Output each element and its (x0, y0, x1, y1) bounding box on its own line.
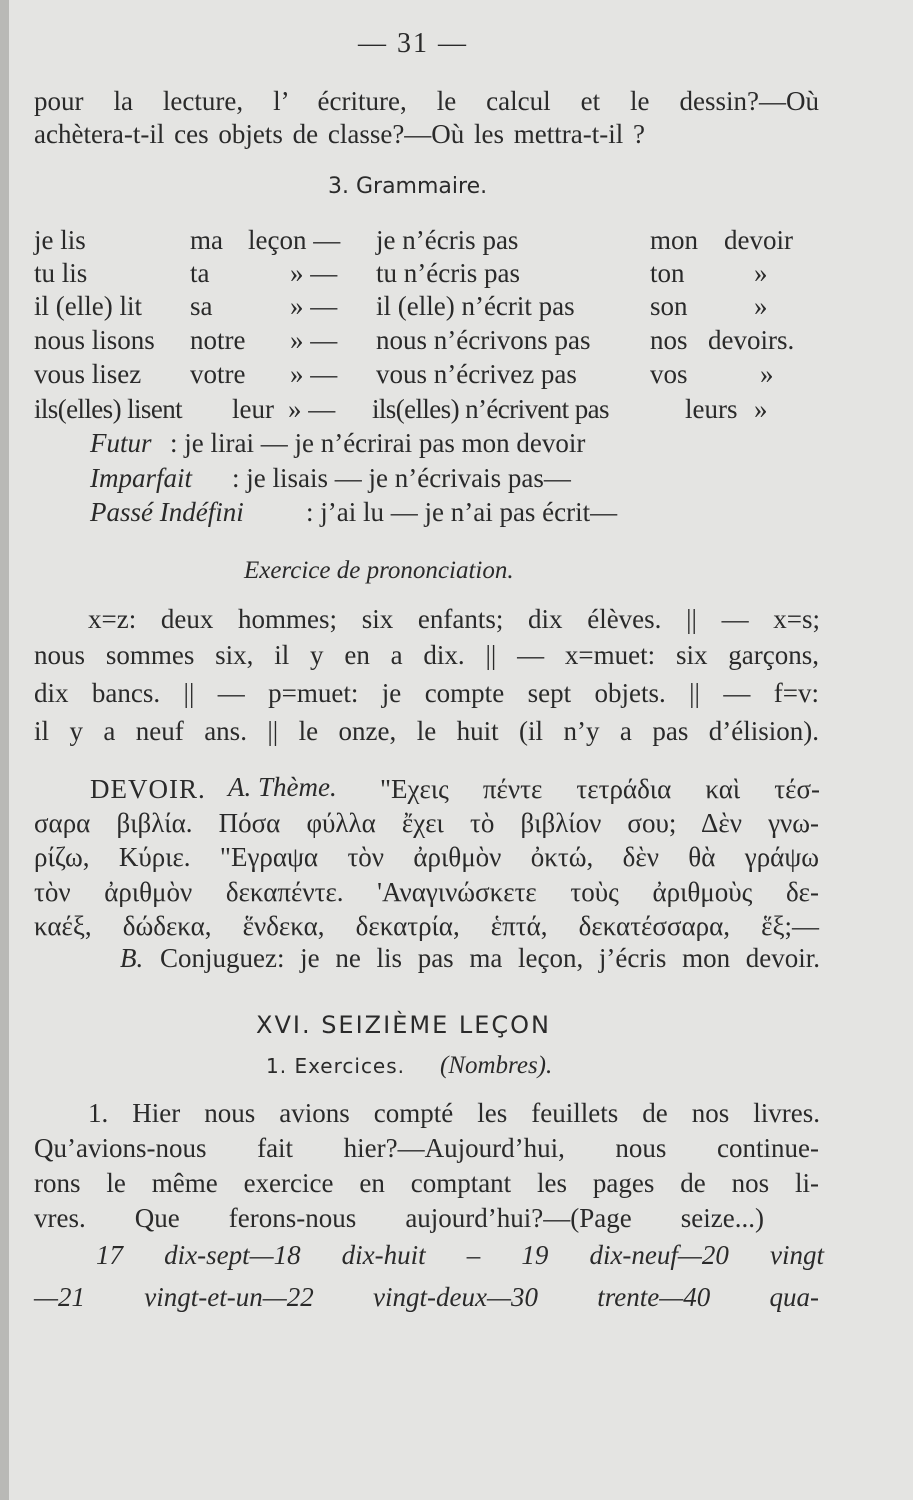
intro-line-1: pour la lecture, l’ écriture, le calcul et le dessin?—Où (34, 86, 819, 116)
row-noun: » — (290, 325, 338, 355)
page-edge-shadow (0, 0, 9, 1500)
paragraph-line: rons le même exercice en comptant les pages de nos li- (34, 1168, 819, 1198)
tense-text: : j’ai lu — je n’ai pas écrit— (306, 497, 618, 527)
tense-name: Imparfait (90, 463, 193, 493)
row-negation: je n’écris pas (376, 225, 519, 255)
page-number: — 31 — (358, 28, 468, 59)
exercises-subheading: (Nombres). (440, 1052, 553, 1079)
tense-name: Passé Indéfini (90, 497, 244, 527)
greek-line: τὸν ἀριθμὸν δεκαπέντε. 'Αναγινώσκετε τοὺς ἀριθμοὺς δε- (34, 877, 819, 907)
intro-line-2: achètera-t-il ces objets de classe?—Où les mettra-t-il ? (34, 119, 645, 149)
row-noun-2: devoirs. (708, 325, 795, 355)
tense-name: Futur (90, 428, 152, 458)
row-noun: » — (290, 359, 338, 389)
greek-line: "Εχεις πέντε τετράδια καὶ τέσ- (380, 774, 820, 804)
exercise-heading: Exercice de prononciation. (244, 557, 514, 584)
devoir-part-b-text: Conjuguez: je ne lis pas ma leçon, j’écris mon devoir. (160, 943, 820, 973)
row-negation: il (elle) n’écrit pas (376, 291, 575, 321)
row-negation: tu n’écris pas (376, 258, 520, 288)
row-possessive: ta (190, 258, 210, 288)
row-possessive-2: nos (650, 325, 688, 355)
row-possessive-2: leurs (685, 394, 738, 424)
row-subject: vous lisez (34, 359, 142, 389)
row-noun-2: » (754, 291, 768, 321)
row-noun: leçon — (248, 225, 341, 255)
paragraph-line: Qu’avions-nous fait hier?—Aujourd’hui, nous continue- (34, 1133, 819, 1163)
row-noun-2: » (760, 359, 774, 389)
row-noun-2: devoir (724, 225, 793, 255)
row-noun-2: » (754, 258, 768, 288)
row-subject: il (elle) lit (34, 291, 142, 321)
row-possessive: ma (190, 225, 223, 255)
row-noun-2: » (754, 394, 768, 424)
tense-text: : je lirai — je n’écrirai pas mon devoir (170, 428, 586, 458)
row-possessive-2: son (650, 291, 688, 321)
paragraph-line: 1. Hier nous avions compté les feuillets de nos livres. (88, 1098, 820, 1128)
devoir-label: DEVOIR. (90, 774, 206, 804)
pronunciation-line: x=z: deux hommes; six enfants; dix élèves. || — x=s; (88, 604, 820, 634)
tense-text: : je lisais — je n’écrivais pas— (232, 463, 571, 493)
row-noun: » — (288, 394, 336, 424)
row-noun: » — (290, 291, 338, 321)
number-line: 17 dix-sept—18 dix-huit – 19 dix-neuf—20 vingt (96, 1240, 824, 1270)
row-possessive-2: ton (650, 258, 685, 288)
greek-line: σαρα βιβλία. Πόσα φύλλα ἔχει τὸ βιβλίον σου; Δὲν γνω- (34, 808, 819, 838)
row-subject: tu lis (34, 258, 88, 288)
pronunciation-line: nous sommes six, il y en a dix. || — x=muet: six garçons, (34, 640, 819, 670)
greek-line: καέξ, δώδεκα, ἕνδεκα, δεκατρία, ἑπτά, δεκατέσσαρα, ἕξ;— (34, 911, 819, 941)
exercises-heading: 1. Exercices. (266, 1054, 406, 1078)
greek-line: ρίζω, Κύριε. "Εγραψα τὸν ἀριθμὸν ὀκτώ, δὲν θὰ γράψω (34, 842, 819, 872)
pronunciation-line: il y a neuf ans. || le onze, le huit (il n’y a pas d’élision). (34, 716, 819, 746)
row-possessive: leur (232, 394, 274, 424)
row-possessive: sa (190, 291, 213, 321)
row-negation: vous n’écrivez pas (376, 359, 577, 389)
devoir-part-a: A. Thème. (228, 772, 337, 802)
row-possessive-2: vos (650, 359, 688, 389)
row-possessive: votre (190, 359, 246, 389)
number-line: —21 vingt-et-un—22 vingt-deux—30 trente—40 qua- (34, 1282, 819, 1312)
devoir-part-b: B. (120, 943, 144, 973)
row-subject: nous lisons (34, 325, 155, 355)
paragraph-line: vres. Que ferons-nous aujourd’hui?—(Page seize...) (34, 1203, 764, 1233)
grammar-heading: 3. Grammaire. (328, 174, 488, 199)
row-negation: nous n’écrivons pas (376, 325, 591, 355)
pronunciation-line: dix bancs. || — p=muet: je compte sept objets. || — f=v: (34, 678, 819, 708)
row-noun: » — (290, 258, 338, 288)
row-possessive: notre (190, 325, 246, 355)
row-subject: je lis (34, 225, 86, 255)
row-negation: ils(elles) n’écrivent pas (372, 394, 609, 424)
row-subject: ils(elles) lisent (34, 394, 183, 424)
lesson-title: XVI. SEIZIÈME LEÇON (256, 1011, 551, 1039)
row-possessive-2: mon (650, 225, 699, 255)
